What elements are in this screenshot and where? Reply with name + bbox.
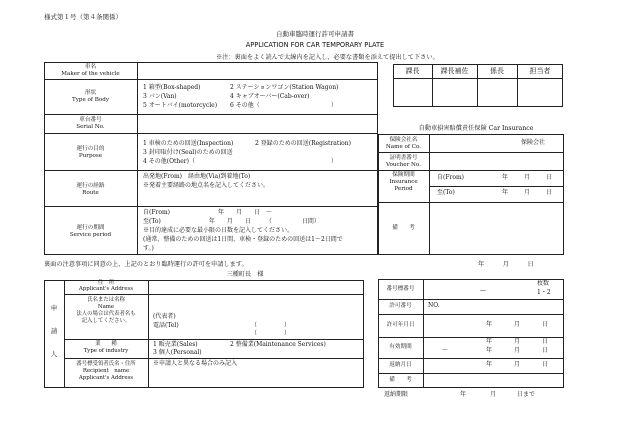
valid-to-day: 日 [542, 347, 549, 354]
voucher-number-label: 証明書番号 Voucher No. [386, 155, 421, 168]
tel-paren-close-2: ） [284, 330, 291, 337]
purpose-option-registration[interactable]: 2 登録のための回送(Registration) [255, 140, 351, 147]
body-option-wagon[interactable]: 2 ステーションワゴン(Station Wagon) [230, 84, 339, 91]
valid-to-month: 月 [514, 347, 521, 354]
return-deadline-month: 月 [490, 391, 497, 398]
industry-option-sales[interactable]: 1 販売業(Sales) [153, 341, 198, 348]
valid-period-label: 有効期間 [389, 344, 412, 350]
body-option-other-close: ） [331, 102, 338, 109]
tel-paren-open-1: （ [251, 322, 258, 329]
title-japanese: 自動車臨時運行許可申請書 [276, 30, 354, 38]
body-option-van[interactable]: 3 バン(Van) [143, 93, 177, 100]
permit-number-value[interactable]: NO. [428, 302, 440, 309]
valid-tilde: ～ [442, 347, 449, 354]
body-option-box[interactable]: 1 箱型(Box-shaped) [143, 84, 201, 91]
valid-from-month: 月 [514, 338, 521, 345]
purpose-label: 運行の目的 Purpose [76, 146, 105, 159]
purpose-option-other-close: ） [331, 158, 338, 165]
insurance-to-label: 至(To) [437, 189, 455, 196]
route-field[interactable] [138, 192, 377, 205]
return-deadline-year: 年 [460, 391, 467, 398]
stamp-chief: 係長 [490, 67, 504, 75]
body-option-motorcycle[interactable]: 5 オートバイ(motorcycle) [143, 102, 218, 109]
return-date-label: 返納月日 [389, 362, 412, 368]
valid-from-year: 年 [486, 338, 493, 345]
plate-count-value[interactable]: 1・2 [537, 289, 551, 296]
tel-paren-close-1: ） [284, 322, 291, 329]
representative-label: (代表者) [153, 313, 176, 320]
permit-date-day: 日 [542, 321, 549, 328]
plate-count-label: 枚数 [537, 280, 550, 287]
insurance-to-day: 日 [546, 189, 553, 196]
industry-option-maintenance[interactable]: 2 整備業(Maintenance Services) [230, 341, 326, 348]
car-name-label: 車名 Maker of the vehicle [61, 64, 120, 77]
recipient-note: ※申請人と異なる場合のみ記入 [153, 360, 238, 367]
return-deadline-label: 返納期限 [384, 391, 409, 398]
applicant-side-label-2: 請 [50, 327, 58, 335]
voucher-number-field[interactable] [430, 153, 563, 169]
body-option-cabover[interactable]: 4 キャブオーバー(Cab-over) [230, 93, 310, 100]
serial-number-field[interactable] [138, 115, 377, 132]
stamp-assistant-manager: 課長補佐 [440, 67, 469, 75]
instruction-note: ※注：裏面をよく読んで太線内を記入し、必要な書類を添えて提出して下さい。 [216, 54, 439, 61]
period-note-end: す。) [143, 245, 154, 252]
period-instruction: ※目的達成に必要な最小限の日数を記入してください。 [143, 227, 294, 234]
return-deadline-tail: 日まで [517, 391, 536, 398]
body-type-label: 形状 Type of Body [72, 90, 109, 103]
route-instruction: ※発着主要経路の地点名を記入してください。 [143, 182, 270, 189]
valid-from-day: 日 [542, 338, 549, 345]
period-note: (通常、整備のための回送は1日間、車検・登録のための回送は1～2日間で [143, 236, 343, 243]
return-date-year: 年 [486, 361, 493, 368]
addressee: 三種町長 様 [226, 271, 264, 278]
insurance-from-month: 月 [524, 174, 531, 181]
insurance-period-label: 保険期間 Insurance Period [389, 172, 418, 192]
permit-date-label: 許可年月日 [386, 322, 415, 328]
tel-label: 電話(Tel) [153, 322, 179, 329]
car-name-field[interactable] [138, 63, 377, 78]
applicant-address-field[interactable] [149, 281, 363, 293]
applicant-side-label-1: 申 [50, 304, 58, 312]
insurance-company-suffix: 保険会社 [521, 139, 546, 146]
insurance-remarks-field[interactable] [430, 203, 563, 254]
form-number: 様式第１号（第４条関係） [44, 13, 122, 21]
insurance-company-label: 保険会社名 Name of Co. [385, 137, 422, 150]
application-date[interactable]: 年 月 日 [478, 261, 534, 268]
applicant-name-label: 氏名または名称 Name 法人の場合は代表者名も 記入してください。 [76, 297, 136, 325]
period-to[interactable]: 至(To) 年 月 日 （ 日間） [143, 218, 320, 225]
title-english: APPLICATION FOR CAR TEMPORARY PLATE [245, 41, 385, 49]
insurance-from-label: 自(From) [437, 174, 465, 181]
office-remarks-label: 備 考 [389, 377, 412, 383]
insurance-from-year: 年 [502, 174, 509, 181]
body-option-other[interactable]: 6 その他（ [230, 102, 260, 109]
insurance-to-year: 年 [502, 189, 509, 196]
period-from[interactable]: 自(From) 年 月 日 ～ [143, 209, 273, 216]
insurance-remarks-label: 備 考 [392, 225, 415, 231]
recipient-label: 番号標受領者氏名・住所 Recipient name Applicant's Address [76, 361, 136, 382]
insurance-from-day: 日 [546, 174, 553, 181]
tel-paren-open-2: （ [251, 330, 258, 337]
permit-date-year: 年 [486, 321, 493, 328]
serial-number-label: 車台番号 Serial No. [76, 117, 105, 130]
agreement-statement: 裏面の注意事項に同意の上、上記のとおり臨時運行の許可を申請します。 [44, 261, 248, 268]
purpose-option-seal[interactable]: 3 封印取付け(Seal)のための回送 [143, 149, 233, 156]
plate-dash: — [480, 287, 486, 294]
route-label: 運行の経路 Route [76, 183, 105, 196]
valid-to-year: 年 [486, 347, 493, 354]
route-from-via-to: 出発地(From) 経由地(Via)到着地(To) [143, 173, 251, 180]
industry-option-personal[interactable]: 3 個人(Personal) [153, 349, 202, 356]
purpose-option-other[interactable]: 4 その他(Other)（ [143, 158, 196, 165]
permit-date-month: 月 [514, 321, 521, 328]
service-period-label: 運行の期間 Service period [69, 225, 112, 238]
return-date-month: 月 [514, 361, 521, 368]
industry-label: 業 種 Type of industry [83, 341, 129, 355]
plate-number-label: 番号標番号 [386, 286, 415, 292]
return-date-day: 日 [542, 361, 549, 368]
insurance-to-month: 月 [524, 189, 531, 196]
stamp-manager: 課長 [405, 67, 420, 75]
purpose-option-inspection[interactable]: 1 車検のための回送(Inspection) [143, 140, 234, 147]
applicant-address-label: 住 所 Applicant's Address [78, 280, 134, 292]
applicant-side-label-3: 人 [50, 350, 58, 358]
insurance-header: 自動車損害賠償責任保険 Car Insurance [418, 125, 534, 132]
stamp-staff: 担当者 [529, 67, 551, 75]
permit-number-label: 許可番号 [389, 303, 412, 309]
